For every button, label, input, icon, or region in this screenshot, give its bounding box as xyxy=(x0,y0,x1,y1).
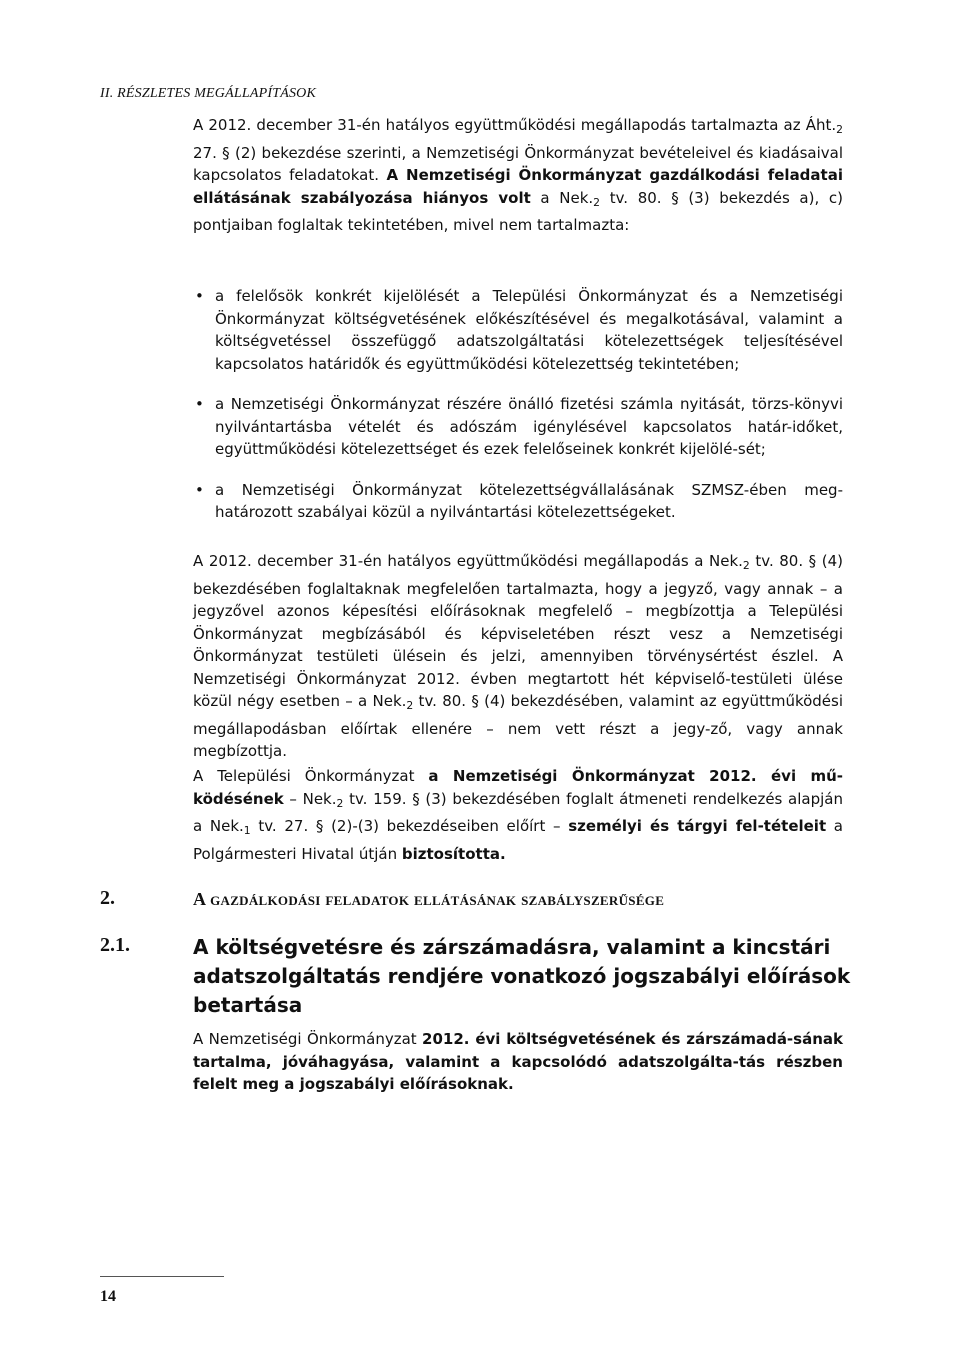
subscript: 2 xyxy=(742,559,750,572)
list-item xyxy=(193,285,843,375)
text-run: tv. 80. § (4) bekezdésében foglaltaknak megfelelően tartalmazta, hogy a jegyző, vagy annak – a jegyzővel azonos képesítési előírásoknak megfelelő – megbízottja a Települési Önkormányzat megbízásából és képviseletében részt vesz a Nemzetiségi Önkormányzat testületi ülésein és jelzi, amennyiben törvénysértést észlel. A Nemzetiségi Önkormányzat 2012. évben megtartott hét képviselő-testületi ülése közül négy esetben – a Nek. xyxy=(193,552,843,710)
subscript: 2 xyxy=(593,195,601,209)
section-title: A gazdálkodási feladatok ellátásának szabályszerűsége xyxy=(193,889,665,909)
text-run: A 2012. december 31-én hatályos együttműködési megállapodás a Nek. xyxy=(193,552,743,570)
subsection-number: 2.1. xyxy=(100,934,130,956)
text-run: tv. 80. § (4) bekezdésében, valamint az együttműködési megállapodásban előírtak ellenére – nem vett részt a jegy-ző, vagy annak megbízottja. xyxy=(193,692,844,760)
footer-divider xyxy=(100,1276,224,1277)
paragraph-budget-finding xyxy=(193,1028,843,1096)
bullet-list xyxy=(193,285,843,542)
text-run: A Települési Önkormányzat xyxy=(193,767,429,785)
subscript: 2 xyxy=(336,796,344,810)
text-run: 27. § (2) bekezdése szerinti, a Nemzetiségi Önkormányzat bevételeivel és kiadásaival kapcsolatos feladatokat. xyxy=(193,143,843,184)
list-item-text: a Nemzetiségi Önkormányzat részére önálló fizetési számla nyitását, törzs-könyvi nyilvántartásba vételét és adószám igénylésével kapcsolatos határ-időket, együttműködési kötelezettséget és ezek felelőseinek konkrét kijelölé-sét; xyxy=(215,395,843,458)
text-run: A 2012. december 31-én hatályos együttműködési megállapodás tartalmazta az Áht. xyxy=(193,116,837,134)
subsection-title: A költségvetésre és zárszámadásra, valamint a kincstári adatszolgáltatás rendjére vonatkozó jogszabályi előírások betartása xyxy=(193,935,851,1017)
text-run: A Nemzetiségi Önkormányzat xyxy=(193,1030,423,1048)
list-item-text: a felelősök konkrét kijelölését a Települési Önkormányzat és a Nemzetiségi Önkormányzat költségvetésének előkészítésével és megalkotásával, valamint a költségvetéssel összefüggő adatszolgáltatási kötelezettségek teljesítésével kapcsolatos határidők és együttműködési kötelezettség tekintetében; xyxy=(215,287,843,373)
text-run: tv. 27. § (2)-(3) bekezdéseiben előírt – xyxy=(250,817,569,835)
bold-finding: A Nemzetiségi Önkormányzat gazdálkodási feladatai ellátásának szabályozása hiányos volt xyxy=(193,166,843,207)
bullet-icon: • xyxy=(195,395,204,413)
bold-text: biztosította. xyxy=(401,844,506,863)
text-run: tv. 80. § (3) bekezdés a), c) pontjaiban foglaltak tekintetében, mivel nem tartalmazta: xyxy=(193,188,843,234)
subscript: 2 xyxy=(406,699,414,712)
bold-text: személyi és tárgyi fel-tételeit xyxy=(568,817,827,835)
bullet-icon: • xyxy=(195,287,204,305)
subscript: 1 xyxy=(243,824,251,837)
paragraph-agreement-content xyxy=(193,114,843,237)
text-run: – Nek. xyxy=(283,789,337,808)
bold-finding: 2012. évi költségvetésének és zárszámadá-sának tartalma, jóváhagyása, valamint a kapcsolódó adatszolgálta-tás részben felelt meg a jogszabályi előírásoknak. xyxy=(193,1030,843,1093)
list-item xyxy=(193,479,843,524)
subscript: 2 xyxy=(836,123,843,136)
text-run: a Nek. xyxy=(530,188,594,207)
running-header: II. RÉSZLETES MEGÁLLAPÍTÁSOK xyxy=(100,86,316,101)
list-item xyxy=(193,393,843,461)
text-run: a Polgármesteri Hivatal útján xyxy=(193,817,843,863)
bold-text: a Nemzetiségi Önkormányzat 2012. évi mű-ködésének xyxy=(193,767,844,808)
text-run: tv. 159. § (3) bekezdésében foglalt átmeneti rendelkezés alapján a Nek. xyxy=(193,789,843,835)
section-number: 2. xyxy=(100,887,115,909)
page-number: 14 xyxy=(100,1288,116,1305)
bullet-icon: • xyxy=(195,480,204,499)
paragraph-notary-participation xyxy=(193,550,843,763)
paragraph-conditions xyxy=(193,765,843,865)
list-item-text: a Nemzetiségi Önkormányzat kötelezettségvállalásának SZMSZ-ében meg-határozott szabályai közül a nyilvántartási kötelezettségeket. xyxy=(215,480,843,521)
